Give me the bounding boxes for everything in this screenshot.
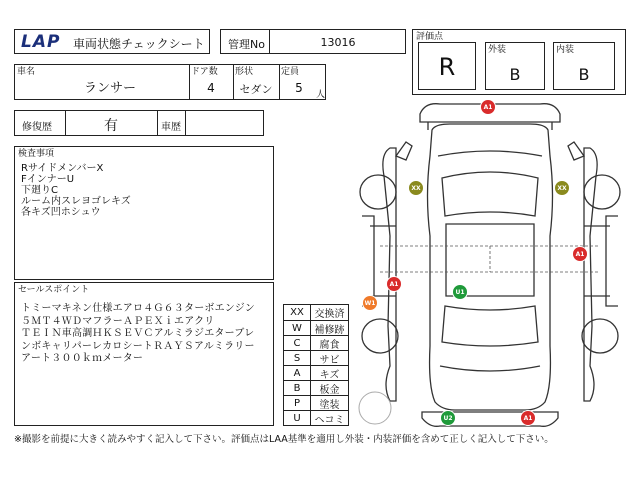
marker-label: A1 <box>483 104 493 111</box>
repair-history-value: 有 <box>104 118 118 134</box>
legend-row: W 補修跡 <box>284 320 348 335</box>
marker-xx-left <box>409 181 424 196</box>
sales-point-line: トミーマキネン仕様エアロ４Ｇ６３ターボエンジン <box>21 303 255 314</box>
interior-grade: B <box>578 65 590 84</box>
note-line: ルーム内スレヨゴレキズ <box>21 196 131 207</box>
marker-label: A1 <box>389 281 399 288</box>
capacity-unit: 人 <box>316 90 326 100</box>
sales-point-line: ５ＭＴ４ＷＤマフラーＡＰＥＸｉエアクリ <box>21 315 215 327</box>
sales-point-line: アート３００ｋｍメーター <box>21 353 144 364</box>
sales-point-line: ＴＥＩＮ車高調ＨＫＳＥＶＣアルミラジエターブレ <box>21 328 255 339</box>
legend-row: P 塗装 <box>284 395 348 410</box>
marker-u1-center <box>453 285 468 300</box>
interior-label: 内装 <box>556 45 575 55</box>
inspection-notes-lines <box>21 163 131 218</box>
sales-points-label: セールスポイント <box>18 285 90 295</box>
exterior-label: 外装 <box>488 45 507 55</box>
marker-label: XX <box>411 185 421 192</box>
capacity-label: 定員 <box>281 67 300 77</box>
lap-logo: LAP <box>21 32 61 52</box>
sales-points-lines <box>21 303 255 366</box>
damage-legend <box>283 304 349 426</box>
legend-row: XX 交換済 <box>284 305 348 320</box>
management-number: 13016 <box>320 36 356 49</box>
score-label: 評価点 <box>416 32 444 42</box>
marker-xx-right <box>555 181 570 196</box>
marker-u2-rear <box>441 411 456 426</box>
exterior-cell <box>485 42 545 90</box>
inspection-notes-label: 検査事項 <box>18 149 55 159</box>
footer-note: ※撮影を前提に大きく読みやすく記入して下さい。評価点はLAA基準を適用し外装・内装評価を含めて正しく記入して下さい。 <box>14 434 554 445</box>
legend-row: S サビ <box>284 350 348 365</box>
exterior-grade: B <box>509 65 521 84</box>
car-name: ランサー <box>83 81 136 96</box>
score-value: R <box>438 53 456 81</box>
doors-value: 4 <box>207 81 215 95</box>
note-line: 下廻りC <box>21 185 58 196</box>
note-line: RサイドメンバーX <box>21 163 104 174</box>
doors-label: ドア数 <box>191 67 218 77</box>
legend-row: C 腐食 <box>284 335 348 350</box>
inspection-notes-box <box>14 146 274 280</box>
body-type-label: 形状 <box>235 67 254 77</box>
marker-label: W1 <box>364 300 376 307</box>
note-line: FインナーU <box>21 174 75 185</box>
marker-a1-left <box>387 277 402 292</box>
sheet-title: 車両状態チェックシート <box>73 37 205 51</box>
legend-row: U ヘコミ <box>284 410 348 425</box>
car-outline <box>360 104 620 427</box>
sales-points-box <box>14 282 274 426</box>
marker-a1-front <box>481 100 496 115</box>
car-damage-diagram <box>350 96 630 431</box>
body-type-value: セダン <box>239 83 273 96</box>
legend-row: A キズ <box>284 365 348 380</box>
management-box <box>220 29 406 54</box>
spare-tire <box>359 392 391 424</box>
marker-w1-left <box>363 296 378 311</box>
underbody-lines <box>380 246 600 272</box>
history-row <box>14 110 264 136</box>
marker-a1-rear <box>521 411 536 426</box>
interior-cell <box>553 42 615 90</box>
car-history-label: 車歴 <box>161 122 181 133</box>
sales-point-line: ンボキャリパーレカロシートＲＡＹＳアルミラリー <box>21 340 255 352</box>
note-line: 各キズ凹ホシュウ <box>21 207 101 218</box>
vehicle-row <box>14 64 326 100</box>
evaluation-box <box>412 29 626 95</box>
management-label: 管理No <box>228 38 265 51</box>
marker-label: XX <box>557 185 567 192</box>
legend-row: B 板金 <box>284 380 348 395</box>
marker-a1-right <box>573 247 588 262</box>
marker-label: A1 <box>575 251 585 258</box>
score-cell <box>418 42 476 90</box>
car-name-label: 車名 <box>17 67 36 77</box>
repair-history-label: 修復歴 <box>22 122 52 133</box>
title-box <box>14 29 210 54</box>
capacity-value: 5 <box>295 81 303 95</box>
marker-label: U2 <box>443 415 453 422</box>
marker-label: U1 <box>455 289 465 296</box>
marker-label: A1 <box>523 415 533 422</box>
